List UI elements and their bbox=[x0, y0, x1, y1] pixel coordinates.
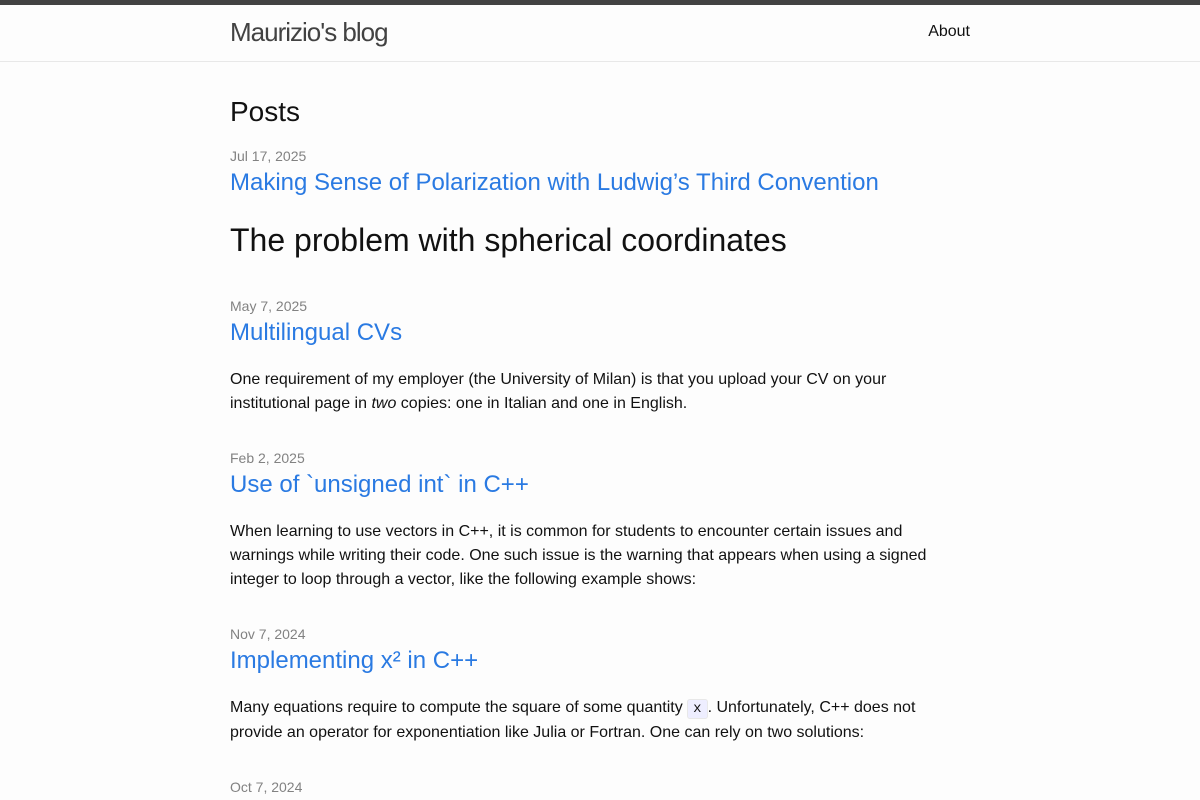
list-item bbox=[230, 625, 970, 745]
post-excerpt bbox=[230, 368, 970, 416]
site-title-link[interactable]: Maurizio's blog bbox=[230, 17, 388, 47]
post-title-link[interactable]: Making Sense of Polarization with Ludwig’s Third Convention bbox=[230, 169, 879, 196]
list-item bbox=[230, 778, 970, 796]
excerpt-text: copies: one in Italian and one in English. bbox=[396, 395, 688, 412]
excerpt-text: One requirement of my employer (the University of Milan) is that you upload your CV on your institutional page in bbox=[230, 371, 887, 412]
post-date: Oct 7, 2024 bbox=[230, 779, 303, 795]
list-item bbox=[230, 297, 970, 416]
nav-about-link[interactable]: About bbox=[928, 23, 970, 40]
post-date: May 7, 2025 bbox=[230, 298, 308, 314]
inline-code: x bbox=[687, 699, 707, 719]
post-title-link[interactable]: Multilingual CVs bbox=[230, 319, 403, 346]
site-header bbox=[0, 5, 1200, 62]
list-item bbox=[230, 147, 970, 260]
post-date: Jul 17, 2025 bbox=[230, 148, 307, 164]
post-date: Nov 7, 2024 bbox=[230, 626, 306, 642]
excerpt-text: . Unfortunately, C++ does not provide an operator for exponentiation like Julia or Fortran. One can rely on two solutions: bbox=[230, 699, 916, 741]
post-title-link[interactable]: Implementing x² in C++ bbox=[230, 647, 479, 674]
page-title: Posts bbox=[230, 96, 301, 127]
main-content bbox=[230, 62, 970, 796]
post-title-link[interactable]: Use of `unsigned int` in C++ bbox=[230, 471, 529, 498]
post-excerpt bbox=[230, 696, 970, 745]
excerpt-emphasis: two bbox=[371, 395, 397, 412]
post-excerpt-heading: The problem with spherical coordinates bbox=[230, 222, 787, 258]
post-list bbox=[230, 147, 970, 796]
post-excerpt: When learning to use vectors in C++, it is common for students to encounter certain issues and warnings while writing their code. One such issue is the warning that appears when using a signed integer to loop through a vector, like the following example shows: bbox=[230, 523, 927, 588]
list-item bbox=[230, 449, 970, 592]
excerpt-text: Many equations require to compute the square of some quantity bbox=[230, 699, 688, 716]
post-date: Feb 2, 2025 bbox=[230, 450, 305, 466]
